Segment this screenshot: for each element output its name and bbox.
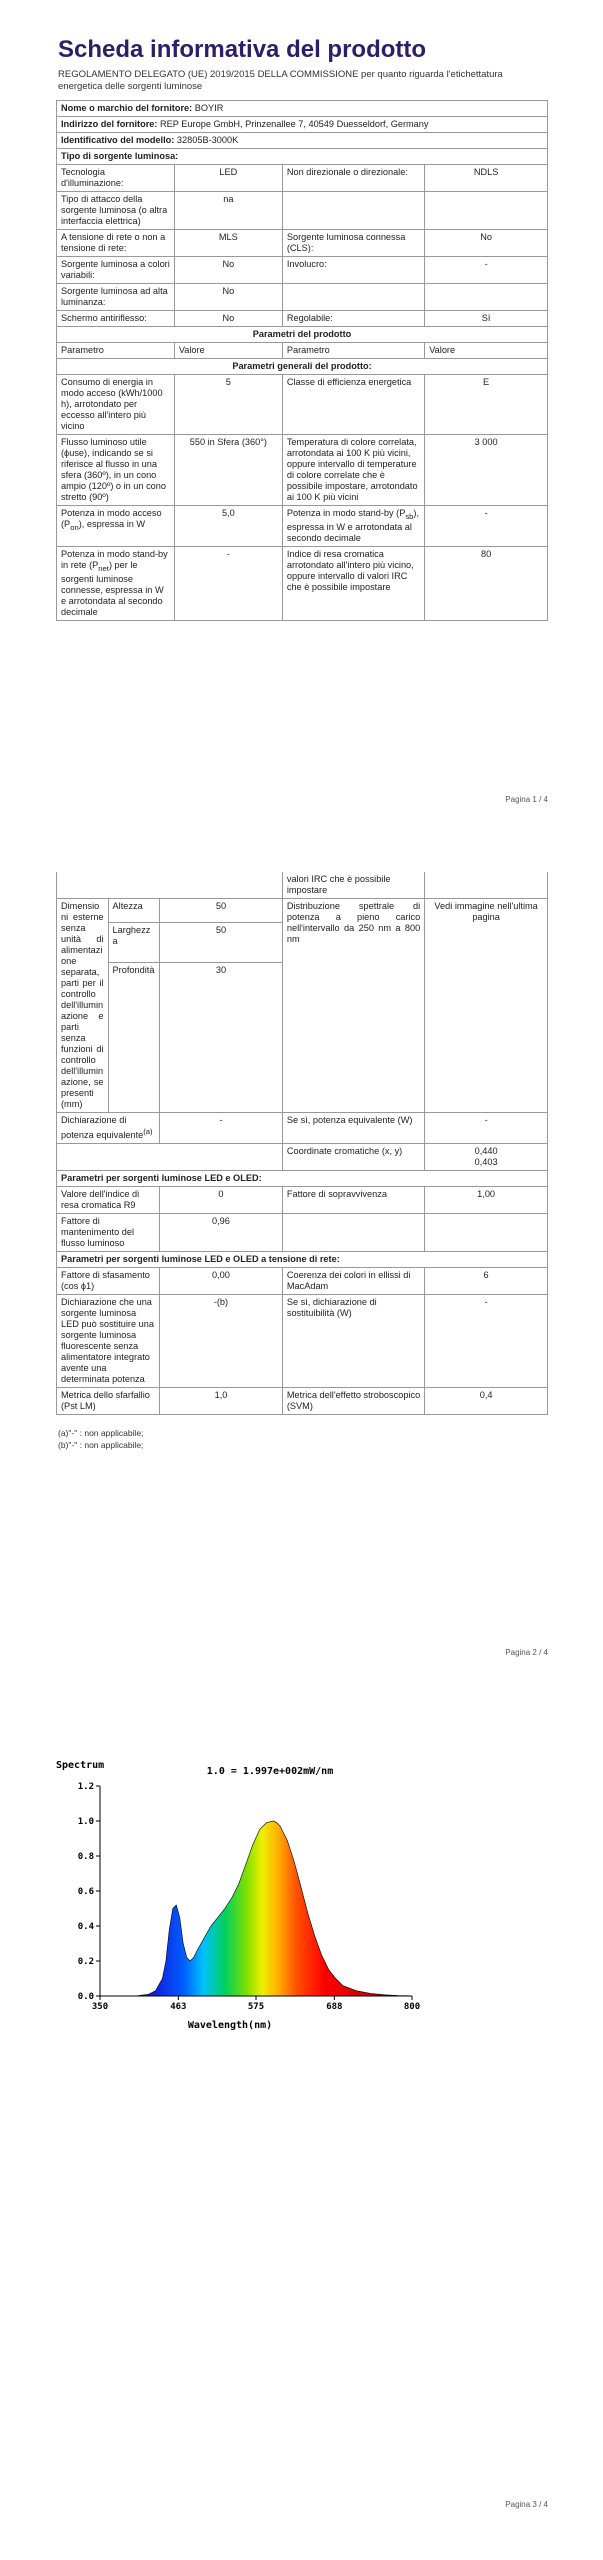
regulation-text: REGOLAMENTO DELEGATO (UE) 2019/2015 DELLA COMMISSIONE per quanto riguarda l'etichettatura energetica delle sorgenti luminose (58, 69, 503, 92)
macadam-value: 6 (425, 1268, 548, 1295)
row-label: Tecnologia d'illuminazione: (57, 165, 175, 192)
net-standby-value: - (174, 546, 282, 620)
x-tick-label: 350 (91, 2002, 109, 2012)
mains-title: Parametri per sorgenti luminose LED e OLED a tensione di rete: (57, 1252, 548, 1268)
params-title-row (57, 327, 548, 343)
row-label: Consumo di energia in modo acceso (kWh/1000 h), arrotondato per eccesso all'intero più vicino (57, 375, 175, 435)
table-row (57, 284, 548, 311)
row-label: Schermo antiriflesso: (57, 311, 175, 327)
params-title: Parametri del prodotto (57, 327, 548, 343)
cri-label: Indice di resa cromatica arrotondato all'intero più vicino, oppure intervallo di valori IRC che è possibile impostare (282, 546, 424, 620)
table-row (57, 230, 548, 257)
survival-value: 1,00 (425, 1187, 548, 1214)
y-tick-label: 0.4 (77, 1922, 94, 1932)
footnotes (58, 1427, 143, 1451)
product-info-table (56, 100, 548, 621)
strobe-value: 0,4 (425, 1388, 548, 1415)
page-number: Pagina 2 / 4 (505, 1648, 548, 1657)
col-param: Parametro (57, 343, 175, 359)
row-label-2 (282, 284, 424, 311)
row-value: No (174, 257, 282, 284)
row-label: Tipo di attacco della sorgente luminosa (o altra interfaccia elettrica) (57, 192, 175, 230)
supplier-address-label: Indirizzo del fornitore: (61, 119, 158, 129)
table-row (57, 506, 548, 547)
equivalent-power-row (57, 1113, 548, 1144)
macadam-label: Coerenza dei colori in ellissi di MacAdam (282, 1268, 424, 1295)
supplier-name-label: Nome o marchio del fornitore: (61, 103, 193, 113)
row-value-2: 3 000 (425, 435, 548, 506)
row-value: MLS (174, 230, 282, 257)
source-type-row (57, 149, 548, 165)
chroma-label: Coordinate cromatiche (x, y) (282, 1144, 424, 1171)
height-value: 50 (160, 899, 283, 923)
y-axis-label: Spectrum (56, 1760, 105, 1771)
row-value: 5 (174, 375, 282, 435)
x-tick-label: 463 (170, 2002, 187, 2012)
spectrum-chart (50, 1756, 450, 2036)
column-header-row (57, 343, 548, 359)
dimensions-row (57, 899, 548, 923)
row-value-2: Sì (425, 311, 548, 327)
net-standby-label: Potenza in modo stand-by in rete $(P_{net})$ per le sorgenti luminose connesse, espressa in W e arrotondata al secondo decimale (57, 546, 175, 620)
y-tick-label: 0.0 (77, 1992, 94, 2002)
x-tick-label: 575 (247, 2002, 265, 2012)
power-on-label: Potenza in modo acceso $(P_{on})$, espressa in W (57, 506, 175, 547)
mains-title-row (57, 1252, 548, 1268)
page-2 (0, 862, 603, 1662)
phase-row (57, 1268, 548, 1295)
height-label: Altezza (108, 899, 160, 923)
maint-value: 0,96 (160, 1214, 283, 1252)
plot-area (78, 1782, 420, 2012)
table-row (57, 546, 548, 620)
phase-value: 0,00 (160, 1268, 283, 1295)
page-title: Scheda informativa del prodotto (58, 36, 427, 63)
product-info-table-continued (56, 872, 548, 1415)
page-1-table-clip (0, 0, 603, 758)
row-value-2 (425, 284, 548, 311)
col-value: Valore (174, 343, 282, 359)
cri-continuation: valori IRC che è possibile impostare (282, 872, 424, 899)
row-value-2: E (425, 375, 548, 435)
general-title-row (57, 359, 548, 375)
page-number: Pagina 1 / 4 (505, 795, 548, 804)
page-1 (0, 0, 603, 810)
y-tick-label: 1.0 (77, 1817, 94, 1827)
table-row (57, 165, 548, 192)
row-label-2: Sorgente luminosa connessa (CLS): (282, 230, 424, 257)
row-value-2: - (425, 257, 548, 284)
row-label: A tensione di rete o non a tensione di rete: (57, 230, 175, 257)
dimensions-label: Dimensioni esterne senza unità di alimentazione separata, parti per il controllo dell'illuminazione e parti senza funzioni di controllo dell'illuminazione, se presenti (mm) (57, 899, 109, 1113)
replace-power-value: - (425, 1295, 548, 1388)
width-label: Larghezza (108, 922, 160, 962)
row-label: Sorgente luminosa ad alta luminanza: (57, 284, 175, 311)
survival-label: Fattore di sopravvivenza (282, 1187, 424, 1214)
equiv-label: Dichiarazione di potenza equivalente$^{(a)}$ (57, 1113, 160, 1144)
row-label-2: Classe di efficienza energetica (282, 375, 424, 435)
y-tick-label: 1.2 (77, 1782, 94, 1792)
replace-value: -(b) (160, 1295, 283, 1388)
led-title-row (57, 1171, 548, 1187)
x-axis-label: Wavelength(nm) (187, 2020, 273, 2031)
row-value-2: No (425, 230, 548, 257)
led-title: Parametri per sorgenti luminose LED e OLED: (57, 1171, 548, 1187)
r9-value: 0 (160, 1187, 283, 1214)
flicker-value: 1,0 (160, 1388, 283, 1415)
chart-title: 1.0 = 1.997e+002mW/nm (206, 1766, 334, 1777)
power-on-value: 5,0 (174, 506, 282, 547)
spectral-label: Distribuzione spettrale di potenza a pieno carico nell'intervallo da 250 nm a 800 nm (282, 899, 424, 1113)
r9-row (57, 1187, 548, 1214)
maintenance-row (57, 1214, 548, 1252)
flicker-row (57, 1388, 548, 1415)
row-label-2: Non direzionale o direzionale: (282, 165, 424, 192)
row-label-2: Involucro: (282, 257, 424, 284)
row-value: na (174, 192, 282, 230)
model-label: Identificativo del modello: (61, 135, 175, 145)
x-tick-label: 688 (326, 2002, 343, 2012)
cri-value: 80 (425, 546, 548, 620)
row-label-2: Regolabile: (282, 311, 424, 327)
spectral-value: Vedi immagine nell'ultima pagina (425, 899, 548, 1113)
row-value: LED (174, 165, 282, 192)
col-value-2: Valore (425, 343, 548, 359)
page-number: Pagina 3 / 4 (505, 2500, 548, 2509)
replace-power-label: Se sì, dichiarazione di sostituibilità (W) (282, 1295, 424, 1388)
replace-row (57, 1295, 548, 1388)
y-tick-label: 0.2 (77, 1957, 94, 1967)
chroma-values: 0,440 0,403 (425, 1144, 548, 1171)
flicker-label: Metrica dello sfarfallio (Pst LM) (57, 1388, 160, 1415)
footnote-b: (b)"-" : non applicabile; (58, 1440, 144, 1450)
row-value-2: NDLS (425, 165, 548, 192)
r9-label: Valore dell'indice di resa cromatica R9 (57, 1187, 160, 1214)
table-row (57, 257, 548, 284)
model-row (57, 133, 548, 149)
strobe-label: Metrica dell'effetto stroboscopico (SVM) (282, 1388, 424, 1415)
table-row (57, 375, 548, 435)
standby-value: - (425, 506, 548, 547)
supplier-address-row (57, 117, 548, 133)
standby-label: Potenza in modo stand-by $(P_{sb})$, espressa in W e arrotondata al secondo decimale (282, 506, 424, 547)
supplier-address-value: REP Europe GmbH, Prinzenallee 7, 40549 Duesseldorf, Germany (160, 119, 429, 129)
phase-label: Fattore di sfasamento (cos ϕ1) (57, 1268, 160, 1295)
row-label-2: Temperatura di colore correlata, arrotondata ai 100 K più vicini, oppure intervallo di temperature di colore correlate che è possibile impostare, arrotondato ai 100 K più vicini (282, 435, 424, 506)
table-row (57, 311, 548, 327)
supplier-name-value: BOYIR (194, 103, 224, 113)
depth-value: 30 (160, 963, 283, 1113)
replace-label: Dichiarazione che una sorgente luminosa LED può sostituire una sorgente luminosa fluorescente senza alimentatore integrato avente una determinata potenza (57, 1295, 160, 1388)
row-label: Sorgente luminosa a colori variabili: (57, 257, 175, 284)
supplier-name-row (57, 101, 548, 117)
general-title: Parametri generali del prodotto: (57, 359, 548, 375)
y-tick-label: 0.6 (77, 1887, 94, 1897)
equiv-power-value: - (425, 1113, 548, 1144)
row-value: No (174, 284, 282, 311)
page-3 (0, 1720, 603, 2560)
maint-label: Fattore di mantenimento del flusso luminoso (57, 1214, 160, 1252)
source-type-label: Tipo di sorgente luminosa: (57, 149, 548, 165)
row-label-2 (282, 192, 424, 230)
model-value: 32805B-3000K (176, 135, 239, 145)
row-value: No (174, 311, 282, 327)
cri-continuation-row (57, 872, 548, 899)
table-row (57, 435, 548, 506)
footnote-a: (a)"-" : non applicabile; (58, 1428, 144, 1438)
equiv-value: - (160, 1113, 283, 1144)
depth-label: Profondità (108, 963, 160, 1113)
row-label: Flusso luminoso utile (ϕuse), indicando se si riferisce al flusso in una sfera (360º), in un cono ampio (120º) o in un cono stretto (90º) (57, 435, 175, 506)
row-value: 550 in Sfera (360°) (174, 435, 282, 506)
width-value: 50 (160, 922, 283, 962)
row-value-2 (425, 192, 548, 230)
x-tick-label: 800 (403, 2002, 421, 2012)
col-param-2: Parametro (282, 343, 424, 359)
table-row (57, 192, 548, 230)
spectrum-area (100, 1821, 412, 1996)
y-tick-label: 0.8 (77, 1852, 94, 1862)
equiv-power-label: Se sì, potenza equivalente (W) (282, 1113, 424, 1144)
chroma-row (57, 1144, 548, 1171)
